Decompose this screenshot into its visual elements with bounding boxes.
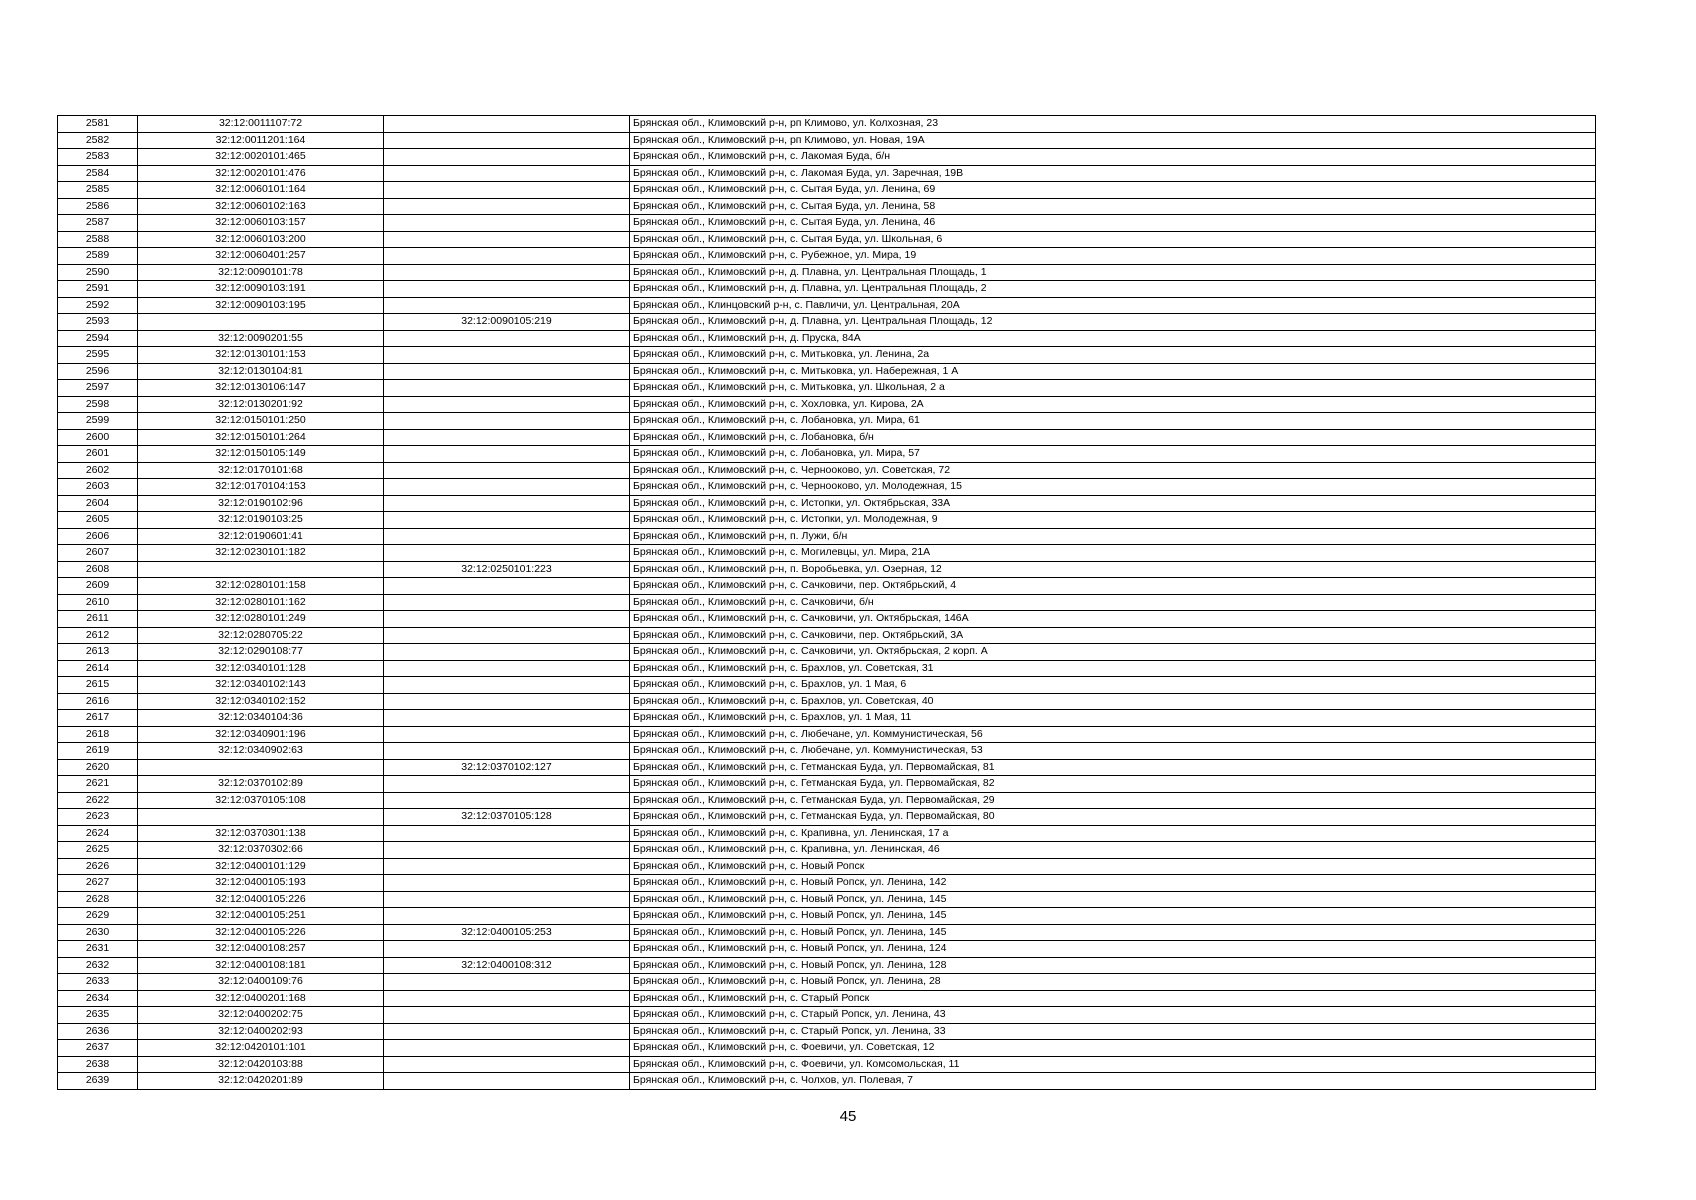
- row-number-cell: 2610: [58, 594, 138, 611]
- related-cadastral-number-cell: [384, 462, 630, 479]
- related-cadastral-number-cell: 32:12:0400108:312: [384, 957, 630, 974]
- address-cell: Брянская обл., Климовский р-н, рп Климово, ул. Новая, 19А: [630, 132, 1596, 149]
- row-number-cell: 2611: [58, 611, 138, 628]
- table-row: [58, 924, 1596, 941]
- register-body: [58, 116, 1596, 1090]
- row-number-cell: 2624: [58, 825, 138, 842]
- cadastral-number-cell: 32:12:0370302:66: [138, 842, 384, 859]
- table-row: [58, 198, 1596, 215]
- address-cell: Брянская обл., Климовский р-н, с. Фоевичи, ул. Советская, 12: [630, 1040, 1596, 1057]
- address-cell: Брянская обл., Климовский р-н, с. Сачковичи, пер. Октябрьский, 3А: [630, 627, 1596, 644]
- row-number-cell: 2604: [58, 495, 138, 512]
- address-cell: Брянская обл., Климовский р-н, п. Лужи, б/н: [630, 528, 1596, 545]
- table-row: [58, 908, 1596, 925]
- cadastral-number-cell: [138, 759, 384, 776]
- row-number-cell: 2633: [58, 974, 138, 991]
- related-cadastral-number-cell: [384, 792, 630, 809]
- table-row: [58, 710, 1596, 727]
- related-cadastral-number-cell: [384, 429, 630, 446]
- cadastral-number-cell: 32:12:0280705:22: [138, 627, 384, 644]
- address-cell: Брянская обл., Климовский р-н, с. Сачковичи, б/н: [630, 594, 1596, 611]
- table-row: [58, 281, 1596, 298]
- related-cadastral-number-cell: [384, 891, 630, 908]
- address-cell: Брянская обл., Климовский р-н, с. Новый Ропск, ул. Ленина, 124: [630, 941, 1596, 958]
- cadastral-number-cell: 32:12:0370301:138: [138, 825, 384, 842]
- row-number-cell: 2629: [58, 908, 138, 925]
- table-row: [58, 512, 1596, 529]
- row-number-cell: 2601: [58, 446, 138, 463]
- related-cadastral-number-cell: [384, 264, 630, 281]
- related-cadastral-number-cell: [384, 974, 630, 991]
- cadastral-number-cell: [138, 561, 384, 578]
- row-number-cell: 2583: [58, 149, 138, 166]
- related-cadastral-number-cell: [384, 908, 630, 925]
- table-row: [58, 842, 1596, 859]
- table-row: [58, 792, 1596, 809]
- related-cadastral-number-cell: [384, 858, 630, 875]
- cadastral-number-cell: 32:12:0090201:55: [138, 330, 384, 347]
- related-cadastral-number-cell: [384, 479, 630, 496]
- address-cell: Брянская обл., Климовский р-н, д. Плавна, ул. Центральная Площадь, 12: [630, 314, 1596, 331]
- row-number-cell: 2586: [58, 198, 138, 215]
- related-cadastral-number-cell: [384, 231, 630, 248]
- address-cell: Брянская обл., Климовский р-н, с. Рубежное, ул. Мира, 19: [630, 248, 1596, 265]
- address-cell: Брянская обл., Климовский р-н, с. Сытая Буда, ул. Ленина, 46: [630, 215, 1596, 232]
- cadastral-number-cell: 32:12:0400109:76: [138, 974, 384, 991]
- cadastral-number-cell: 32:12:0340101:128: [138, 660, 384, 677]
- address-cell: Брянская обл., Климовский р-н, с. Истопки, ул. Октябрьская, 33А: [630, 495, 1596, 512]
- cadastral-number-cell: 32:12:0400105:226: [138, 891, 384, 908]
- row-number-cell: 2616: [58, 693, 138, 710]
- related-cadastral-number-cell: [384, 495, 630, 512]
- address-cell: Брянская обл., Климовский р-н, с. Новый Ропск, ул. Ленина, 28: [630, 974, 1596, 991]
- table-row: [58, 264, 1596, 281]
- table-row: [58, 495, 1596, 512]
- row-number-cell: 2637: [58, 1040, 138, 1057]
- row-number-cell: 2600: [58, 429, 138, 446]
- address-cell: Брянская обл., Климовский р-н, с. Лакомая Буда, б/н: [630, 149, 1596, 166]
- cadastral-number-cell: 32:12:0020101:476: [138, 165, 384, 182]
- address-cell: Брянская обл., Климовский р-н, с. Гетманская Буда, ул. Первомайская, 81: [630, 759, 1596, 776]
- row-number-cell: 2626: [58, 858, 138, 875]
- row-number-cell: 2630: [58, 924, 138, 941]
- address-cell: Брянская обл., Климовский р-н, с. Лобановка, ул. Мира, 57: [630, 446, 1596, 463]
- related-cadastral-number-cell: [384, 710, 630, 727]
- table-row: [58, 990, 1596, 1007]
- table-row: [58, 644, 1596, 661]
- cadastral-number-cell: 32:12:0060103:157: [138, 215, 384, 232]
- address-cell: Брянская обл., Климовский р-н, с. Брахлов, ул. 1 Мая, 11: [630, 710, 1596, 727]
- address-cell: Брянская обл., Климовский р-н, с. Любечане, ул. Коммунистическая, 56: [630, 726, 1596, 743]
- row-number-cell: 2596: [58, 363, 138, 380]
- cadastral-number-cell: [138, 314, 384, 331]
- cadastral-number-cell: 32:12:0060101:164: [138, 182, 384, 199]
- table-row: [58, 149, 1596, 166]
- related-cadastral-number-cell: [384, 182, 630, 199]
- row-number-cell: 2605: [58, 512, 138, 529]
- address-cell: Брянская обл., Климовский р-н, с. Сытая Буда, ул. Школьная, 6: [630, 231, 1596, 248]
- related-cadastral-number-cell: [384, 380, 630, 397]
- cadastral-number-cell: 32:12:0150105:149: [138, 446, 384, 463]
- table-row: [58, 429, 1596, 446]
- address-cell: Брянская обл., Климовский р-н, с. Лакомая Буда, ул. Заречная, 19В: [630, 165, 1596, 182]
- address-cell: Брянская обл., Климовский р-н, с. Крапивна, ул. Ленинская, 46: [630, 842, 1596, 859]
- related-cadastral-number-cell: [384, 825, 630, 842]
- related-cadastral-number-cell: 32:12:0370105:128: [384, 809, 630, 826]
- table-row: [58, 941, 1596, 958]
- related-cadastral-number-cell: [384, 1056, 630, 1073]
- cadastral-number-cell: 32:12:0400108:181: [138, 957, 384, 974]
- table-row: [58, 578, 1596, 595]
- cadastral-number-cell: 32:12:0150101:250: [138, 413, 384, 430]
- cadastral-number-cell: 32:12:0190103:25: [138, 512, 384, 529]
- address-cell: Брянская обл., Климовский р-н, с. Любечане, ул. Коммунистическая, 53: [630, 743, 1596, 760]
- table-row: [58, 1073, 1596, 1090]
- related-cadastral-number-cell: [384, 149, 630, 166]
- related-cadastral-number-cell: [384, 165, 630, 182]
- address-cell: Брянская обл., Климовский р-н, с. Истопки, ул. Молодежная, 9: [630, 512, 1596, 529]
- row-number-cell: 2581: [58, 116, 138, 133]
- property-register-table: [57, 115, 1596, 1090]
- address-cell: Брянская обл., Климовский р-н, с. Брахлов, ул. 1 Мая, 6: [630, 677, 1596, 694]
- table-row: [58, 825, 1596, 842]
- address-cell: Брянская обл., Климовский р-н, с. Митьковка, ул. Набережная, 1 А: [630, 363, 1596, 380]
- cadastral-number-cell: 32:12:0280101:158: [138, 578, 384, 595]
- address-cell: Брянская обл., Климовский р-н, с. Чернооково, ул. Советская, 72: [630, 462, 1596, 479]
- address-cell: Брянская обл., Климовский р-н, с. Хохловка, ул. Кирова, 2А: [630, 396, 1596, 413]
- row-number-cell: 2634: [58, 990, 138, 1007]
- table-row: [58, 330, 1596, 347]
- cadastral-number-cell: 32:12:0060102:163: [138, 198, 384, 215]
- cadastral-number-cell: 32:12:0400105:193: [138, 875, 384, 892]
- cadastral-number-cell: 32:12:0290108:77: [138, 644, 384, 661]
- related-cadastral-number-cell: [384, 726, 630, 743]
- table-row: [58, 1040, 1596, 1057]
- address-cell: Брянская обл., Климовский р-н, с. Крапивна, ул. Ленинская, 17 а: [630, 825, 1596, 842]
- row-number-cell: 2597: [58, 380, 138, 397]
- related-cadastral-number-cell: [384, 660, 630, 677]
- related-cadastral-number-cell: [384, 693, 630, 710]
- cadastral-number-cell: 32:12:0170104:153: [138, 479, 384, 496]
- cadastral-number-cell: 32:12:0090103:195: [138, 297, 384, 314]
- row-number-cell: 2592: [58, 297, 138, 314]
- table-row: [58, 462, 1596, 479]
- address-cell: Брянская обл., Климовский р-н, с. Старый Ропск, ул. Ленина, 43: [630, 1007, 1596, 1024]
- address-cell: Брянская обл., Климовский р-н, п. Воробьевка, ул. Озерная, 12: [630, 561, 1596, 578]
- address-cell: Брянская обл., Климовский р-н, с. Новый Ропск, ул. Ленина, 128: [630, 957, 1596, 974]
- row-number-cell: 2609: [58, 578, 138, 595]
- row-number-cell: 2632: [58, 957, 138, 974]
- table-row: [58, 594, 1596, 611]
- related-cadastral-number-cell: [384, 627, 630, 644]
- address-cell: Брянская обл., Климовский р-н, с. Старый Ропск: [630, 990, 1596, 1007]
- table-row: [58, 660, 1596, 677]
- related-cadastral-number-cell: [384, 1040, 630, 1057]
- row-number-cell: 2623: [58, 809, 138, 826]
- table-row: [58, 776, 1596, 793]
- table-row: [58, 231, 1596, 248]
- address-cell: Брянская обл., Климовский р-н, с. Чолхов, ул. Полевая, 7: [630, 1073, 1596, 1090]
- table-row: [58, 561, 1596, 578]
- row-number-cell: 2587: [58, 215, 138, 232]
- row-number-cell: 2612: [58, 627, 138, 644]
- related-cadastral-number-cell: 32:12:0250101:223: [384, 561, 630, 578]
- cadastral-number-cell: 32:12:0170101:68: [138, 462, 384, 479]
- row-number-cell: 2595: [58, 347, 138, 364]
- address-cell: Брянская обл., Климовский р-н, с. Старый Ропск, ул. Ленина, 33: [630, 1023, 1596, 1040]
- page-number: 45: [839, 1108, 857, 1125]
- table-row: [58, 677, 1596, 694]
- table-row: [58, 726, 1596, 743]
- related-cadastral-number-cell: [384, 363, 630, 380]
- cadastral-number-cell: 32:12:0280101:249: [138, 611, 384, 628]
- table-row: [58, 396, 1596, 413]
- related-cadastral-number-cell: [384, 215, 630, 232]
- related-cadastral-number-cell: [384, 776, 630, 793]
- row-number-cell: 2585: [58, 182, 138, 199]
- cadastral-number-cell: 32:12:0370105:108: [138, 792, 384, 809]
- table-row: [58, 891, 1596, 908]
- row-number-cell: 2627: [58, 875, 138, 892]
- cadastral-number-cell: 32:12:0130201:92: [138, 396, 384, 413]
- address-cell: Брянская обл., Климовский р-н, с. Митьковка, ул. Школьная, 2 а: [630, 380, 1596, 397]
- row-number-cell: 2625: [58, 842, 138, 859]
- address-cell: Брянская обл., Климовский р-н, д. Плавна, ул. Центральная Площадь, 2: [630, 281, 1596, 298]
- related-cadastral-number-cell: [384, 677, 630, 694]
- address-cell: Брянская обл., Климовский р-н, рп Климово, ул. Колхозная, 23: [630, 116, 1596, 133]
- table-row: [58, 165, 1596, 182]
- address-cell: Брянская обл., Климовский р-н, с. Сытая Буда, ул. Ленина, 58: [630, 198, 1596, 215]
- table-row: [58, 957, 1596, 974]
- related-cadastral-number-cell: [384, 1073, 630, 1090]
- cadastral-number-cell: 32:12:0400108:257: [138, 941, 384, 958]
- cadastral-number-cell: 32:12:0060103:200: [138, 231, 384, 248]
- row-number-cell: 2639: [58, 1073, 138, 1090]
- related-cadastral-number-cell: [384, 116, 630, 133]
- address-cell: Брянская обл., Климовский р-н, с. Лобановка, б/н: [630, 429, 1596, 446]
- row-number-cell: 2617: [58, 710, 138, 727]
- table-row: [58, 413, 1596, 430]
- address-cell: Брянская обл., Климовский р-н, с. Фоевичи, ул. Комсомольская, 11: [630, 1056, 1596, 1073]
- row-number-cell: 2602: [58, 462, 138, 479]
- address-cell: Брянская обл., Климовский р-н, с. Новый Ропск: [630, 858, 1596, 875]
- cadastral-number-cell: 32:12:0370102:89: [138, 776, 384, 793]
- table-row: [58, 743, 1596, 760]
- cadastral-number-cell: 32:12:0090101:78: [138, 264, 384, 281]
- row-number-cell: 2614: [58, 660, 138, 677]
- table-row: [58, 314, 1596, 331]
- related-cadastral-number-cell: [384, 1023, 630, 1040]
- table-row: [58, 116, 1596, 133]
- related-cadastral-number-cell: [384, 248, 630, 265]
- cadastral-number-cell: 32:12:0130101:153: [138, 347, 384, 364]
- related-cadastral-number-cell: [384, 842, 630, 859]
- cadastral-number-cell: 32:12:0400201:168: [138, 990, 384, 1007]
- related-cadastral-number-cell: [384, 1007, 630, 1024]
- cadastral-number-cell: 32:12:0400101:129: [138, 858, 384, 875]
- table-row: [58, 132, 1596, 149]
- table-row: [58, 974, 1596, 991]
- row-number-cell: 2607: [58, 545, 138, 562]
- related-cadastral-number-cell: [384, 512, 630, 529]
- row-number-cell: 2606: [58, 528, 138, 545]
- table-row: [58, 545, 1596, 562]
- cadastral-number-cell: 32:12:0130106:147: [138, 380, 384, 397]
- table-row: [58, 182, 1596, 199]
- cadastral-number-cell: 32:12:0190601:41: [138, 528, 384, 545]
- related-cadastral-number-cell: [384, 578, 630, 595]
- address-cell: Брянская обл., Климовский р-н, с. Сачковичи, пер. Октябрьский, 4: [630, 578, 1596, 595]
- address-cell: Брянская обл., Клинцовский р-н, с. Павличи, ул. Центральная, 20А: [630, 297, 1596, 314]
- cadastral-number-cell: 32:12:0190102:96: [138, 495, 384, 512]
- related-cadastral-number-cell: [384, 644, 630, 661]
- table-row: [58, 215, 1596, 232]
- related-cadastral-number-cell: [384, 743, 630, 760]
- table-row: [58, 1023, 1596, 1040]
- row-number-cell: 2620: [58, 759, 138, 776]
- row-number-cell: 2590: [58, 264, 138, 281]
- table-row: [58, 380, 1596, 397]
- address-cell: Брянская обл., Климовский р-н, с. Сытая Буда, ул. Ленина, 69: [630, 182, 1596, 199]
- table-row: [58, 248, 1596, 265]
- address-cell: Брянская обл., Климовский р-н, д. Плавна, ул. Центральная Площадь, 1: [630, 264, 1596, 281]
- row-number-cell: 2591: [58, 281, 138, 298]
- address-cell: Брянская обл., Климовский р-н, с. Сачковичи, ул. Октябрьская, 2 корп. А: [630, 644, 1596, 661]
- row-number-cell: 2631: [58, 941, 138, 958]
- table-row: [58, 875, 1596, 892]
- row-number-cell: 2608: [58, 561, 138, 578]
- cadastral-number-cell: 32:12:0340102:152: [138, 693, 384, 710]
- address-cell: Брянская обл., Климовский р-н, с. Гетманская Буда, ул. Первомайская, 82: [630, 776, 1596, 793]
- related-cadastral-number-cell: [384, 132, 630, 149]
- related-cadastral-number-cell: [384, 941, 630, 958]
- address-cell: Брянская обл., Климовский р-н, с. Новый Ропск, ул. Ленина, 145: [630, 891, 1596, 908]
- cadastral-number-cell: 32:12:0340902:63: [138, 743, 384, 760]
- address-cell: Брянская обл., Климовский р-н, с. Новый Ропск, ул. Ленина, 142: [630, 875, 1596, 892]
- cadastral-number-cell: [138, 809, 384, 826]
- table-row: [58, 759, 1596, 776]
- address-cell: Брянская обл., Климовский р-н, с. Чернооково, ул. Молодежная, 15: [630, 479, 1596, 496]
- cadastral-number-cell: 32:12:0280101:162: [138, 594, 384, 611]
- table-row: [58, 693, 1596, 710]
- table-row: [58, 1056, 1596, 1073]
- row-number-cell: 2638: [58, 1056, 138, 1073]
- cadastral-number-cell: 32:12:0130104:81: [138, 363, 384, 380]
- cadastral-number-cell: 32:12:0420101:101: [138, 1040, 384, 1057]
- cadastral-number-cell: 32:12:0060401:257: [138, 248, 384, 265]
- row-number-cell: 2593: [58, 314, 138, 331]
- row-number-cell: 2619: [58, 743, 138, 760]
- related-cadastral-number-cell: [384, 446, 630, 463]
- table-row: [58, 611, 1596, 628]
- table-row: [58, 528, 1596, 545]
- cadastral-number-cell: 32:12:0090103:191: [138, 281, 384, 298]
- row-number-cell: 2636: [58, 1023, 138, 1040]
- address-cell: Брянская обл., Климовский р-н, с. Лобановка, ул. Мира, 61: [630, 413, 1596, 430]
- address-cell: Брянская обл., Климовский р-н, д. Пруска, 84А: [630, 330, 1596, 347]
- table-row: [58, 809, 1596, 826]
- cadastral-number-cell: 32:12:0400202:93: [138, 1023, 384, 1040]
- row-number-cell: 2589: [58, 248, 138, 265]
- cadastral-number-cell: 32:12:0400202:75: [138, 1007, 384, 1024]
- address-cell: Брянская обл., Климовский р-н, с. Новый Ропск, ул. Ленина, 145: [630, 924, 1596, 941]
- cadastral-number-cell: 32:12:0150101:264: [138, 429, 384, 446]
- row-number-cell: 2584: [58, 165, 138, 182]
- cadastral-number-cell: 32:12:0340901:196: [138, 726, 384, 743]
- address-cell: Брянская обл., Климовский р-н, с. Митьковка, ул. Ленина, 2а: [630, 347, 1596, 364]
- related-cadastral-number-cell: [384, 545, 630, 562]
- row-number-cell: 2618: [58, 726, 138, 743]
- cadastral-number-cell: 32:12:0340102:143: [138, 677, 384, 694]
- row-number-cell: 2599: [58, 413, 138, 430]
- row-number-cell: 2621: [58, 776, 138, 793]
- cadastral-number-cell: 32:12:0400105:251: [138, 908, 384, 925]
- table-row: [58, 479, 1596, 496]
- related-cadastral-number-cell: [384, 198, 630, 215]
- row-number-cell: 2594: [58, 330, 138, 347]
- address-cell: Брянская обл., Климовский р-н, с. Новый Ропск, ул. Ленина, 145: [630, 908, 1596, 925]
- address-cell: Брянская обл., Климовский р-н, с. Гетманская Буда, ул. Первомайская, 80: [630, 809, 1596, 826]
- table-row: [58, 858, 1596, 875]
- table-row: [58, 347, 1596, 364]
- related-cadastral-number-cell: [384, 990, 630, 1007]
- row-number-cell: 2635: [58, 1007, 138, 1024]
- related-cadastral-number-cell: [384, 594, 630, 611]
- table-row: [58, 297, 1596, 314]
- related-cadastral-number-cell: [384, 396, 630, 413]
- address-cell: Брянская обл., Климовский р-н, с. Гетманская Буда, ул. Первомайская, 29: [630, 792, 1596, 809]
- table-row: [58, 627, 1596, 644]
- related-cadastral-number-cell: [384, 297, 630, 314]
- related-cadastral-number-cell: [384, 611, 630, 628]
- address-cell: Брянская обл., Климовский р-н, с. Сачковичи, ул. Октябрьская, 146А: [630, 611, 1596, 628]
- related-cadastral-number-cell: [384, 413, 630, 430]
- related-cadastral-number-cell: 32:12:0400105:253: [384, 924, 630, 941]
- address-cell: Брянская обл., Климовский р-н, с. Брахлов, ул. Советская, 31: [630, 660, 1596, 677]
- cadastral-number-cell: 32:12:0420103:88: [138, 1056, 384, 1073]
- related-cadastral-number-cell: [384, 347, 630, 364]
- row-number-cell: 2613: [58, 644, 138, 661]
- related-cadastral-number-cell: [384, 528, 630, 545]
- cadastral-number-cell: 32:12:0420201:89: [138, 1073, 384, 1090]
- row-number-cell: 2582: [58, 132, 138, 149]
- related-cadastral-number-cell: 32:12:0370102:127: [384, 759, 630, 776]
- row-number-cell: 2615: [58, 677, 138, 694]
- cadastral-number-cell: 32:12:0340104:36: [138, 710, 384, 727]
- row-number-cell: 2622: [58, 792, 138, 809]
- table-row: [58, 446, 1596, 463]
- related-cadastral-number-cell: [384, 330, 630, 347]
- row-number-cell: 2603: [58, 479, 138, 496]
- related-cadastral-number-cell: 32:12:0090105:219: [384, 314, 630, 331]
- cadastral-number-cell: 32:12:0020101:465: [138, 149, 384, 166]
- row-number-cell: 2598: [58, 396, 138, 413]
- cadastral-number-cell: 32:12:0400105:226: [138, 924, 384, 941]
- address-cell: Брянская обл., Климовский р-н, с. Брахлов, ул. Советская, 40: [630, 693, 1596, 710]
- table-row: [58, 1007, 1596, 1024]
- cadastral-number-cell: 32:12:0230101:182: [138, 545, 384, 562]
- related-cadastral-number-cell: [384, 281, 630, 298]
- address-cell: Брянская обл., Климовский р-н, с. Могилевцы, ул. Мира, 21А: [630, 545, 1596, 562]
- related-cadastral-number-cell: [384, 875, 630, 892]
- cadastral-number-cell: 32:12:0011107:72: [138, 116, 384, 133]
- table-row: [58, 363, 1596, 380]
- row-number-cell: 2588: [58, 231, 138, 248]
- row-number-cell: 2628: [58, 891, 138, 908]
- cadastral-number-cell: 32:12:0011201:164: [138, 132, 384, 149]
